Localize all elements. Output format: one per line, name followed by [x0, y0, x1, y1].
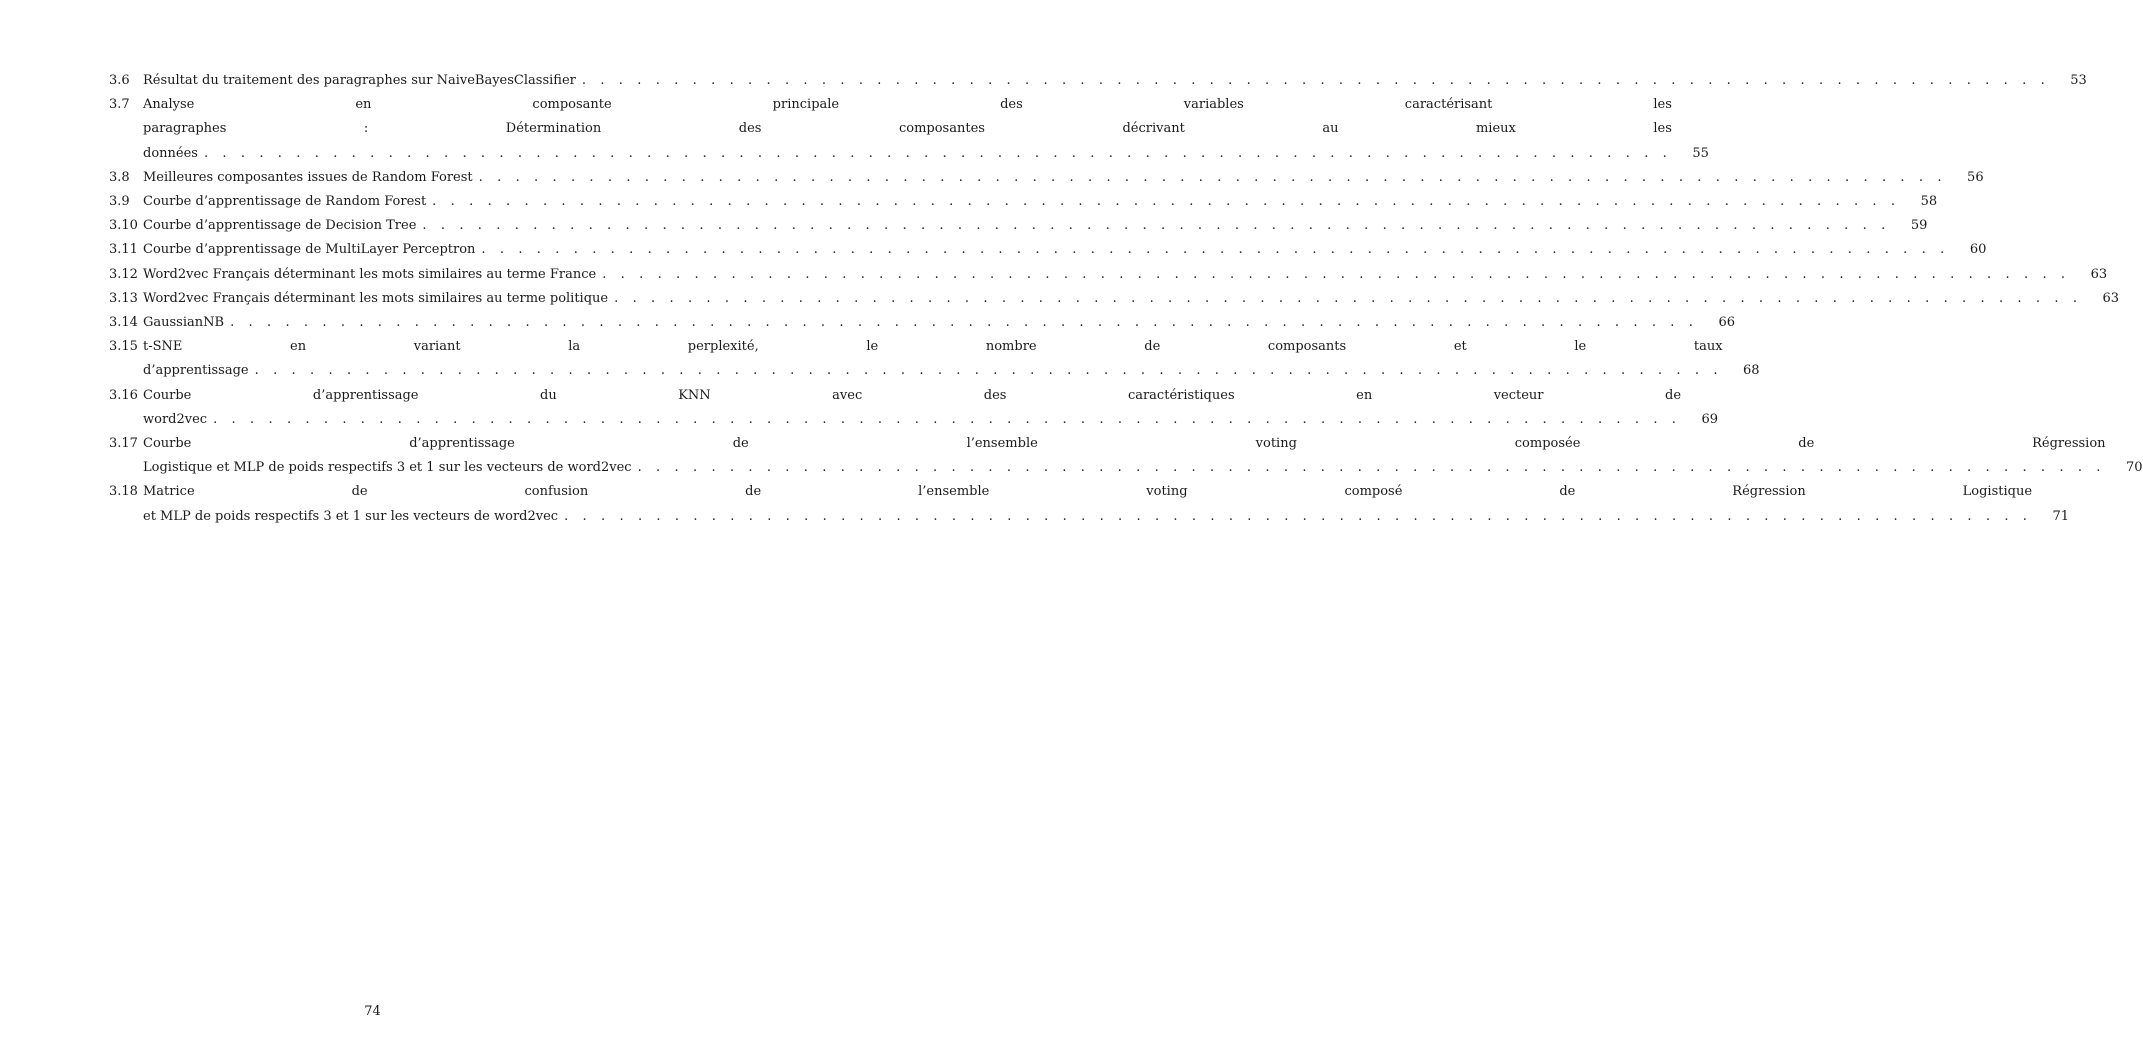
figure-caption-last-line — [143, 69, 2087, 93]
figure-number: 3.14 — [109, 315, 138, 331]
figure-caption — [143, 432, 2143, 480]
figure-caption — [143, 263, 2107, 287]
figure-caption-last-line — [143, 142, 1709, 166]
figure-caption-line: paragraphes : Détermination des composantes décrivant au mieux les — [143, 121, 1672, 137]
figure-title: Courbe d’apprentissage de Random Forest — [143, 194, 427, 210]
figure-caption-last-line — [143, 287, 2119, 311]
figure-caption-last-line — [143, 505, 2069, 529]
figure-number: 3.11 — [109, 242, 138, 258]
dot-leader: . . . . . . . . . . . . . . . . . . . . . . . . . . . . . . . . . . . . . . . . . . . . . . . . . . . . . . . . . . . . . . . . . . . . . . . . . . . . . . . . — [602, 266, 2071, 282]
page-footer-number: 74 — [364, 1004, 381, 1019]
dot-leader: . . . . . . . . . . . . . . . . . . . . . . . . . . . . . . . . . . . . . . . . . . . . . . . . . . . . . . . . . . . . . . . . . . . . . . . . . . . . . . . . — [581, 73, 2050, 88]
figure-entry[interactable] — [109, 311, 1736, 335]
figure-caption-line: Matrice de confusion de l’ensemble voting composé de Régression Logistique — [143, 484, 2033, 500]
dot-leader: . . . . . . . . . . . . . . . . . . . . . . . . . . . . . . . . . . . . . . . . . . . . . . . . . . . . . . . . . . . . . . . . . . . . . . . . . . . . . . . . — [213, 411, 1682, 427]
figure-caption — [143, 311, 1735, 335]
figure-entry[interactable] — [109, 190, 1938, 214]
figure-page-number: 56 — [1967, 169, 1984, 185]
figure-caption-last-line — [143, 166, 1984, 190]
figure-caption-line: Analyse en composante principale des variables caractérisant les — [143, 97, 1672, 113]
list-of-figures — [109, 69, 2143, 529]
figure-title: Résultat du traitement des paragraphes sur NaiveBayesClassifier — [143, 73, 576, 88]
figure-caption — [143, 93, 1709, 166]
figure-page-number: 66 — [1718, 315, 1736, 331]
figure-caption-last-line — [143, 456, 2143, 480]
figure-number: 3.10 — [109, 218, 138, 234]
figure-page-number: 60 — [1969, 242, 1987, 258]
figure-page-number: 63 — [2090, 266, 2108, 282]
figure-page-number: 71 — [2052, 508, 2070, 524]
figure-number: 3.15 — [109, 339, 138, 355]
figure-caption — [143, 480, 2069, 528]
figure-title: Logistique et MLP de poids respectifs 3 et 1 sur les vecteurs de word2vec — [143, 460, 632, 476]
figure-number: 3.9 — [109, 194, 130, 210]
figure-title: word2vec — [143, 411, 208, 427]
figure-caption-line: t-SNE en variant la perplexité, le nombre de composants et le taux — [143, 339, 1723, 355]
figure-caption — [143, 238, 1986, 262]
figure-caption-line: Courbe d’apprentissage de l’ensemble voting composée de Régression — [143, 436, 2106, 452]
figure-caption — [143, 384, 1718, 432]
dot-leader: . . . . . . . . . . . . . . . . . . . . . . . . . . . . . . . . . . . . . . . . . . . . . . . . . . . . . . . . . . . . . . . . . . . . . . . . . . . . . . . . — [432, 194, 1901, 210]
figure-entry[interactable] — [109, 432, 2143, 480]
figure-caption-last-line — [143, 311, 1735, 335]
dot-leader: . . . . . . . . . . . . . . . . . . . . . . . . . . . . . . . . . . . . . . . . . . . . . . . . . . . . . . . . . . . . . . . . . . . . . . . . . . . . . . . . — [614, 290, 2083, 306]
figure-entry[interactable] — [109, 214, 1928, 238]
figure-caption-last-line — [143, 359, 1760, 383]
dot-leader: . . . . . . . . . . . . . . . . . . . . . . . . . . . . . . . . . . . . . . . . . . . . . . . . . . . . . . . . . . . . . . . . . . . . . . . . . . . . . . . . — [203, 145, 1672, 161]
figure-number: 3.16 — [109, 387, 138, 403]
figure-title: Meilleures composantes issues de Random Forest — [143, 169, 473, 185]
figure-entry[interactable] — [109, 263, 2108, 287]
figure-number: 3.18 — [109, 484, 138, 500]
figure-number: 3.17 — [109, 436, 138, 452]
figure-caption-last-line — [143, 190, 1937, 214]
figure-title: d’apprentissage — [143, 363, 249, 379]
figure-entry[interactable] — [109, 287, 2120, 311]
figure-caption-line: Courbe d’apprentissage du KNN avec des caractéristiques en vecteur de — [143, 387, 1682, 403]
figure-title: Word2vec Français déterminant les mots similaires au terme France — [143, 266, 597, 282]
dot-leader: . . . . . . . . . . . . . . . . . . . . . . . . . . . . . . . . . . . . . . . . . . . . . . . . . . . . . . . . . . . . . . . . . . . . . . . . . . . . . . . . — [254, 363, 1723, 379]
figure-caption — [143, 166, 1984, 190]
figure-page-number: 58 — [1920, 194, 1938, 210]
figure-number: 3.7 — [109, 97, 130, 113]
figure-title: Word2vec Français déterminant les mots similaires au terme politique — [143, 290, 609, 306]
figure-entry[interactable] — [109, 166, 1984, 190]
figure-caption-last-line — [143, 238, 1986, 262]
figure-entry[interactable] — [109, 69, 2087, 93]
dot-leader: . . . . . . . . . . . . . . . . . . . . . . . . . . . . . . . . . . . . . . . . . . . . . . . . . . . . . . . . . . . . . . . . . . . . . . . . . . . . . . . . — [230, 315, 1699, 331]
figure-page-number: 53 — [2070, 73, 2087, 88]
figure-number: 3.8 — [109, 169, 130, 185]
figure-caption-last-line — [143, 214, 1927, 238]
figure-caption — [143, 190, 1937, 214]
figure-entry[interactable] — [109, 238, 1987, 262]
dot-leader: . . . . . . . . . . . . . . . . . . . . . . . . . . . . . . . . . . . . . . . . . . . . . . . . . . . . . . . . . . . . . . . . . . . . . . . . . . . . . . . . — [478, 169, 1947, 185]
figure-caption — [143, 335, 1760, 383]
dot-leader: . . . . . . . . . . . . . . . . . . . . . . . . . . . . . . . . . . . . . . . . . . . . . . . . . . . . . . . . . . . . . . . . . . . . . . . . . . . . . . . . — [564, 508, 2033, 524]
figure-title: et MLP de poids respectifs 3 et 1 sur les vecteurs de word2vec — [143, 508, 559, 524]
figure-page-number: 55 — [1692, 145, 1709, 161]
figure-caption-last-line — [143, 263, 2107, 287]
figure-caption-last-line — [143, 408, 1718, 432]
figure-title: Courbe d’apprentissage de MultiLayer Perceptron — [143, 242, 476, 258]
dot-leader: . . . . . . . . . . . . . . . . . . . . . . . . . . . . . . . . . . . . . . . . . . . . . . . . . . . . . . . . . . . . . . . . . . . . . . . . . . . . . . . . — [637, 460, 2106, 476]
figure-entry[interactable] — [109, 93, 1709, 166]
figure-number: 3.6 — [109, 73, 130, 88]
figure-title: GaussianNB — [143, 315, 225, 331]
figure-page-number: 59 — [1910, 218, 1928, 234]
figure-caption — [143, 287, 2119, 311]
figure-number: 3.12 — [109, 266, 138, 282]
dot-leader: . . . . . . . . . . . . . . . . . . . . . . . . . . . . . . . . . . . . . . . . . . . . . . . . . . . . . . . . . . . . . . . . . . . . . . . . . . . . . . . . — [481, 242, 1950, 258]
figure-number: 3.13 — [109, 290, 138, 306]
figure-title: données — [143, 145, 198, 161]
figure-title: Courbe d’apprentissage de Decision Tree — [143, 218, 417, 234]
figure-caption — [143, 69, 2087, 93]
figure-page-number: 69 — [1701, 411, 1719, 427]
figure-page-number: 63 — [2102, 290, 2120, 306]
dot-leader: . . . . . . . . . . . . . . . . . . . . . . . . . . . . . . . . . . . . . . . . . . . . . . . . . . . . . . . . . . . . . . . . . . . . . . . . . . . . . . . . — [422, 218, 1891, 234]
figure-entry[interactable] — [109, 480, 2070, 528]
figure-page-number: 70 — [2126, 460, 2143, 476]
figure-entry[interactable] — [109, 335, 1760, 383]
figure-caption — [143, 214, 1927, 238]
figure-entry[interactable] — [109, 384, 1719, 432]
figure-page-number: 68 — [1743, 363, 1760, 379]
